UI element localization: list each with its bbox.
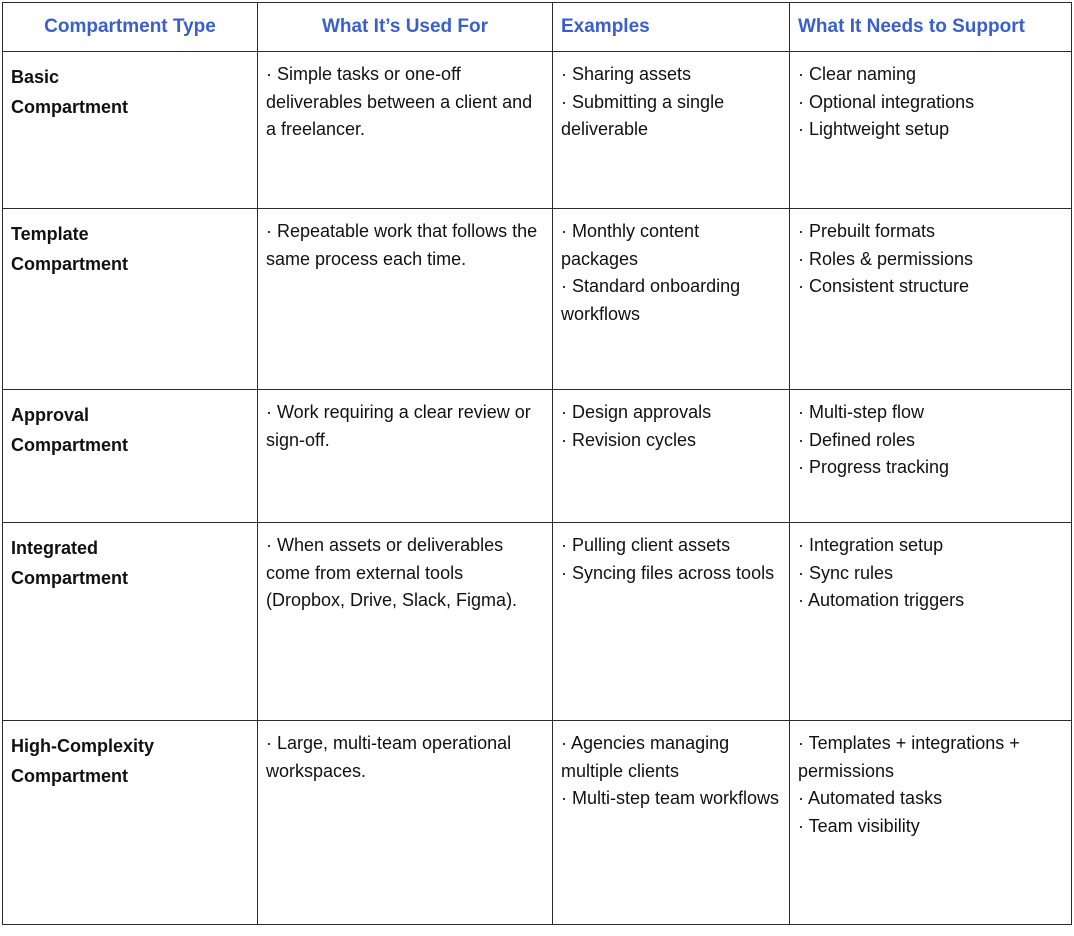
needs-cell [790, 52, 1072, 209]
example-item: · Monthly content packages [561, 221, 700, 269]
needs-item: · Consistent structure [798, 276, 970, 296]
header-examples: Examples [553, 3, 790, 52]
compartment-type-cell [3, 209, 258, 390]
example-item: · Sharing assets [561, 64, 692, 84]
used-for-cell [258, 52, 553, 209]
compartment-type-cell [3, 52, 258, 209]
table-row [3, 721, 1072, 925]
compartment-type-cell [3, 390, 258, 523]
table-row [3, 209, 1072, 390]
needs-cell [790, 721, 1072, 925]
type-line: Compartment [11, 435, 129, 455]
examples-cell [553, 209, 790, 390]
needs-item: · Prebuilt formats [798, 221, 936, 241]
needs-item: · Optional integrations [798, 91, 975, 112]
needs-item: · Automation triggers [798, 590, 965, 610]
table-row [3, 523, 1072, 721]
used-for-cell [258, 390, 553, 523]
needs-item: · Multi-step flow [798, 402, 925, 422]
type-line: High-Complexity [11, 736, 155, 756]
needs-item: · Templates + integrations + permissions [798, 733, 1020, 781]
used-for-item: · Large, multi-team operational workspaces. [266, 733, 512, 781]
used-for-item: · Simple tasks or one-off deliverables between a client and a freelancer. [266, 64, 533, 139]
needs-item: · Clear naming [798, 64, 917, 84]
needs-item: · Progress tracking [798, 457, 950, 477]
needs-item: · Roles & permissions [798, 248, 974, 269]
table-row [3, 52, 1072, 209]
example-item: · Syncing files across tools [561, 562, 775, 583]
example-item: · Agencies managing multiple clients [561, 733, 730, 781]
needs-cell [790, 390, 1072, 523]
used-for-item: · Repeatable work that follows the same process each time. [266, 221, 538, 269]
needs-item: · Automated tasks [798, 788, 943, 808]
needs-item: · Lightweight setup [798, 119, 950, 139]
example-item: · Multi-step team workflows [561, 788, 780, 808]
needs-item: · Integration setup [798, 535, 944, 555]
type-line: Integrated [11, 538, 99, 558]
compartment-table [2, 2, 1072, 925]
compartment-type-cell [3, 721, 258, 925]
header-compartment-type: Compartment Type [3, 3, 258, 52]
type-line: Template [11, 224, 89, 244]
needs-cell [790, 209, 1072, 390]
used-for-cell [258, 721, 553, 925]
example-item: · Submitting a single deliverable [561, 91, 725, 139]
needs-cell [790, 523, 1072, 721]
type-line: Basic [11, 67, 60, 87]
example-item: · Standard onboarding workflows [561, 276, 741, 324]
type-line: Compartment [11, 254, 129, 274]
header-row [3, 3, 1072, 52]
example-item: · Revision cycles [561, 429, 697, 450]
needs-item: · Team visibility [798, 815, 920, 836]
examples-cell [553, 523, 790, 721]
table-row [3, 390, 1072, 523]
examples-cell [553, 721, 790, 925]
type-line: Compartment [11, 97, 129, 117]
used-for-cell [258, 209, 553, 390]
example-item: · Design approvals [561, 402, 712, 422]
type-line: Compartment [11, 766, 129, 786]
example-item: · Pulling client assets [561, 535, 731, 555]
needs-item: · Sync rules [798, 562, 894, 583]
examples-cell [553, 52, 790, 209]
type-line: Approval [11, 405, 90, 425]
examples-cell [553, 390, 790, 523]
type-line: Compartment [11, 568, 129, 588]
needs-item: · Defined roles [798, 429, 916, 450]
used-for-item: · When assets or deliverables come from external tools (Dropbox, Drive, Slack, Figma). [266, 535, 518, 610]
header-needs: What It Needs to Support [790, 3, 1072, 52]
header-used-for: What It’s Used For [258, 3, 553, 52]
used-for-item: · Work requiring a clear review or sign-off. [266, 402, 531, 450]
compartment-type-cell [3, 523, 258, 721]
used-for-cell [258, 523, 553, 721]
